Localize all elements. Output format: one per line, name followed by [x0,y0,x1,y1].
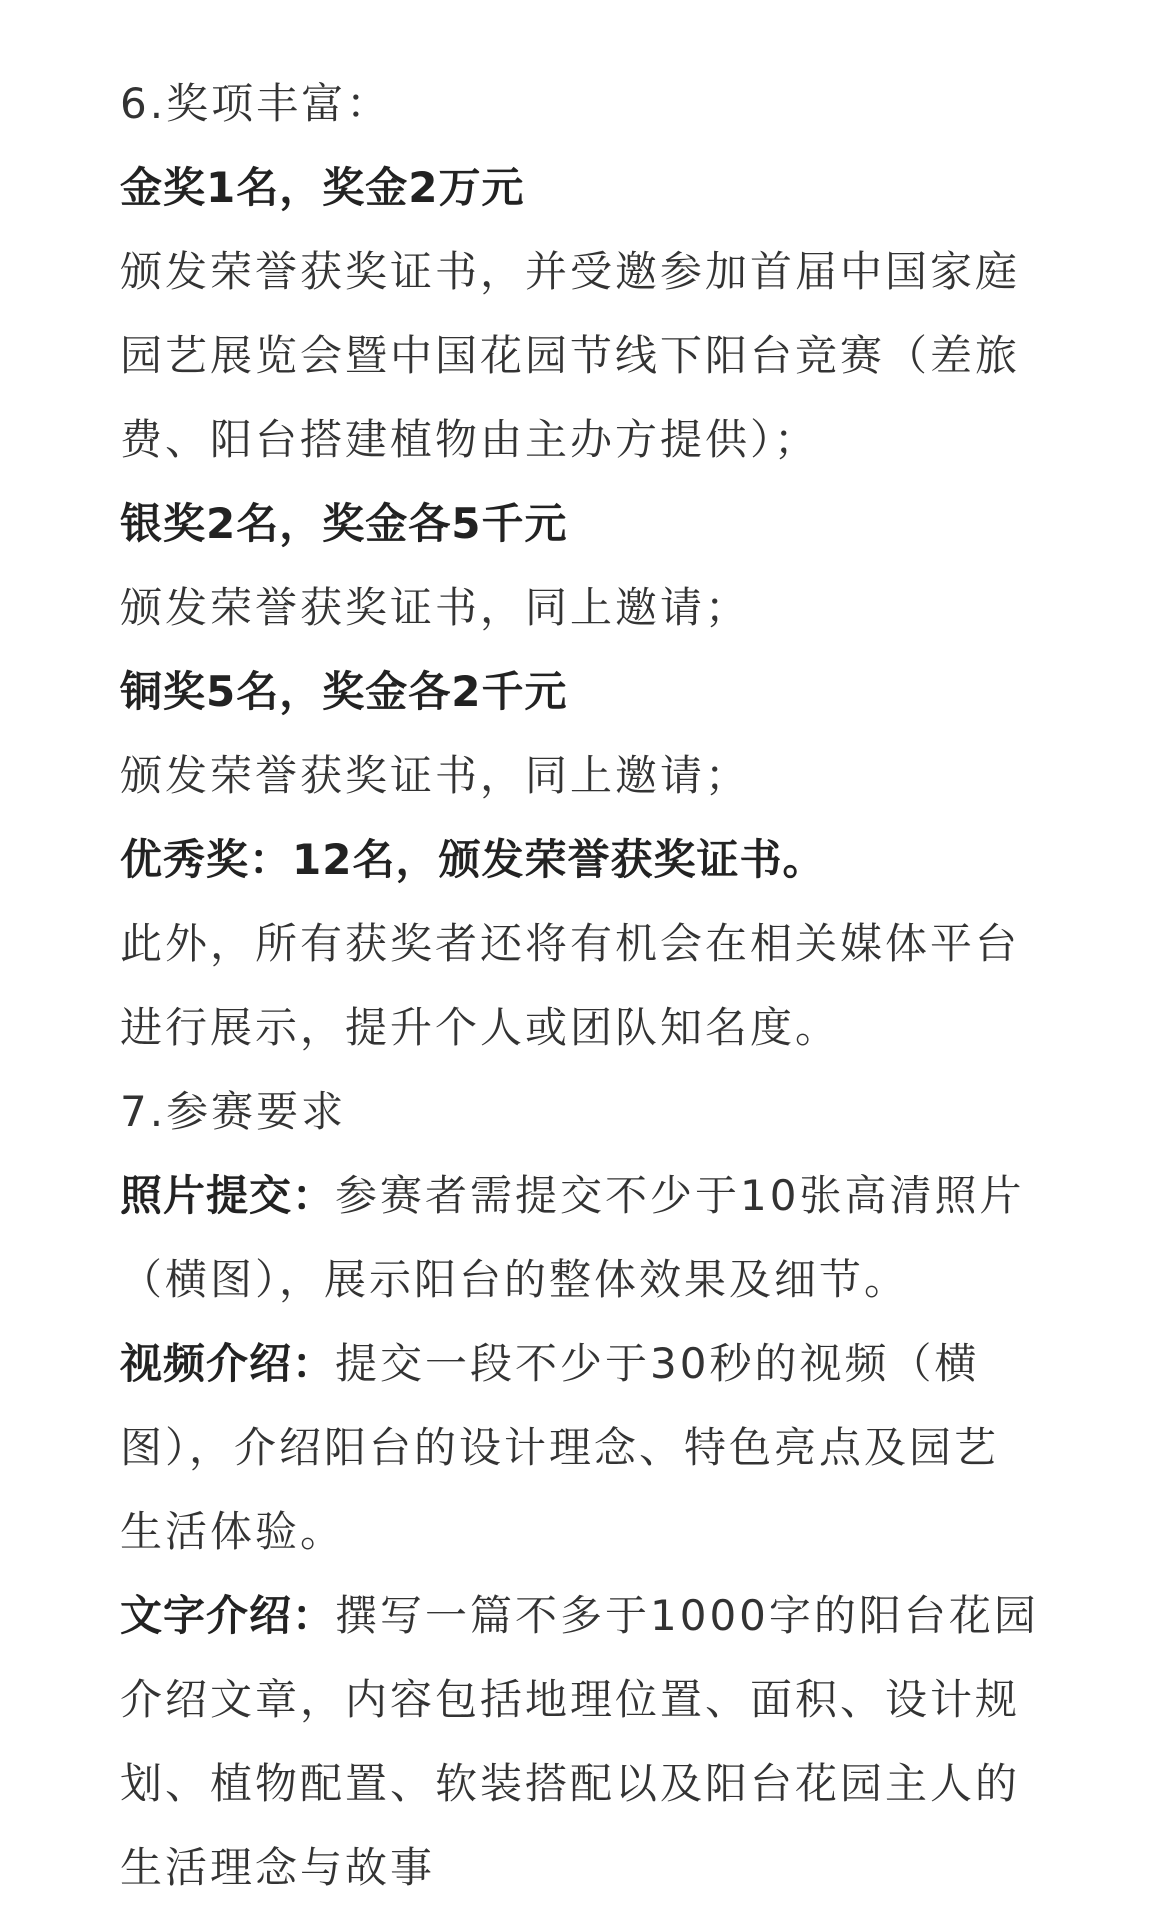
video-requirement-text: 提交一段不少于30秒的视频（横 [335,1339,980,1388]
text-requirement-line: 介绍文章，内容包括地理位置、面积、设计规 [120,1675,1021,1724]
bronze-award-desc: 颁发荣誉获奖证书，同上邀请； [120,751,751,800]
text-requirement-text: 撰写一篇不多于1000字的阳台花园 [335,1591,1039,1640]
video-requirement-line: 生活体验。 [120,1507,346,1556]
photo-requirement-label: 照片提交： [120,1171,336,1220]
text-requirement-line: 生活理念与故事 [120,1843,436,1892]
gold-award-desc-line: 园艺展览会暨中国花园节线下阳台竞赛（差旅 [120,331,1021,380]
excellence-award: 优秀奖：12名，颁发荣誉获奖证书。 [120,835,826,884]
gold-award-desc-line: 颁发荣誉获奖证书，并受邀参加首届中国家庭 [120,247,1021,296]
gold-award-title: 金奖1名，奖金2万元 [120,163,525,212]
text-requirement-line [120,1574,1050,1658]
extra-note-line: 进行展示，提升个人或团队知名度。 [120,1003,841,1052]
article-body [120,62,1050,1910]
video-requirement-line: 图），介绍阳台的设计理念、特色亮点及园艺 [120,1423,1000,1472]
silver-award-title: 银奖2名，奖金各5千元 [120,499,568,548]
photo-requirement-line [120,1154,1050,1238]
section7-heading: 7.参赛要求 [120,1087,347,1136]
extra-note-line: 此外，所有获奖者还将有机会在相关媒体平台 [120,919,1021,968]
photo-requirement-line: （横图），展示阳台的整体效果及细节。 [120,1255,910,1304]
text-requirement-line: 划、植物配置、软装搭配以及阳台花园主人的 [120,1759,1021,1808]
silver-award-desc: 颁发荣誉获奖证书，同上邀请； [120,583,751,632]
photo-requirement-text: 参赛者需提交不少于10张高清照片 [335,1171,1025,1220]
bronze-award-title: 铜奖5名，奖金各2千元 [120,667,568,716]
text-requirement-label: 文字介绍： [120,1591,336,1640]
video-requirement-label: 视频介绍： [120,1339,336,1388]
section6-heading: 6.奖项丰富： [120,79,392,128]
gold-award-desc-line: 费、阳台搭建植物由主办方提供）； [120,415,820,464]
video-requirement-line [120,1322,1050,1406]
